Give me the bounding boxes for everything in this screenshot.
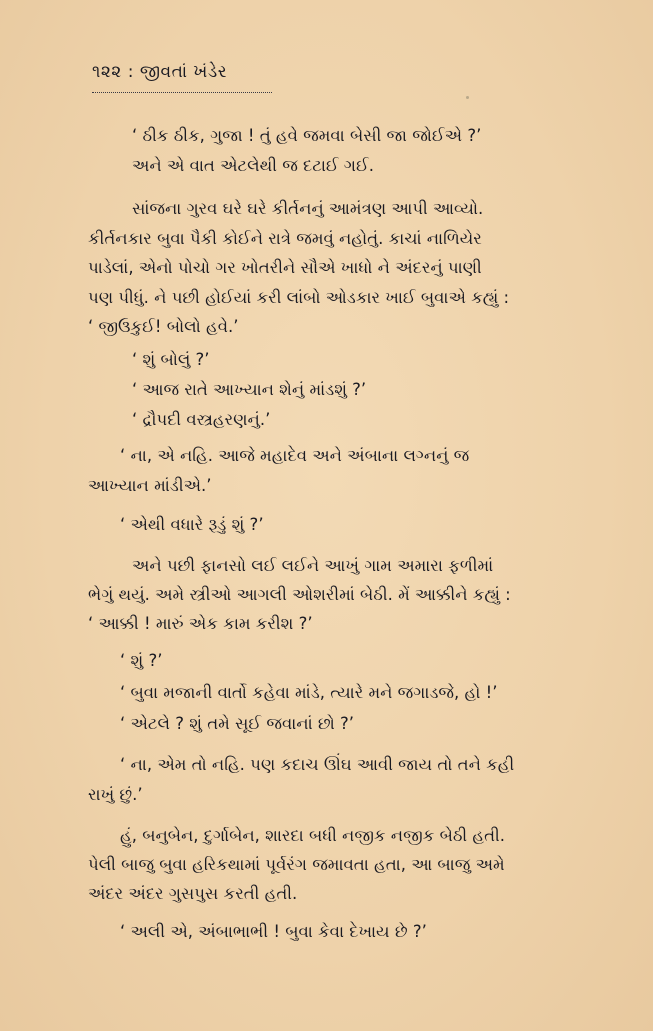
text-line: આખ્યાન માંડીએ.’	[88, 476, 212, 495]
text-line: ‘ દ્રૌપદી વસ્ત્રહરણનું.’	[132, 410, 271, 429]
text-line: કીર્તનકાર બુવા પૈકી કોઈને રાત્રે જમવું નહોતું. કાચાં નાળિયેર	[88, 229, 482, 248]
text-line: ‘ જીઉકુઈ! બોલો હવે.’	[88, 317, 239, 336]
text-line: અને પછી ફાનસો લઈ લઈને આખું ગામ અમારા ફળીમાં	[132, 556, 494, 575]
running-header	[92, 62, 227, 82]
text-line: ‘ શું ?’	[120, 651, 163, 670]
text-line: ‘ બુવા મજાની વાર્તો કહેવા માંડે, ત્યારે મને જગાડજે, હો !’	[120, 683, 498, 702]
book-title: જીવતાં ખંડેર	[139, 62, 228, 82]
text-line: સાંજના ગુરવ ઘરે ઘરે કીર્તનનું આમંત્રણ આપી આવ્યો.	[132, 199, 484, 218]
text-line: પેલી બાજુ બુવા હરિકથામાં પૂર્વરંગ જમાવતા હતા, આ બાજુ અમે	[88, 855, 505, 874]
text-line: ‘ આક્કી ! મારું એક કામ કરીશ ?’	[88, 614, 313, 633]
text-line: ‘ ના, એમ તો નહિ. પણ કદાચ ઊંઘ આવી જાય તો તને કહી	[120, 755, 515, 774]
text-line: અને એ વાત એટલેથી જ દટાઈ ગઈ.	[132, 156, 374, 175]
header-separator: :	[127, 62, 134, 82]
header-underline	[92, 92, 272, 93]
text-line: ભેગું થયું. અમે સ્ત્રીઓ આગલી ઓશરીમાં બેઠી. મેં આક્કીને કહ્યું :	[88, 585, 511, 604]
text-line: પાડેલાં, એનો પોચો ગર ખોતરીને સૌએ ખાધો ને અંદરનું પાણી	[88, 258, 482, 277]
text-line: રાખું છું.’	[88, 785, 143, 804]
text-line: અંદર અંદર ગુસપુસ કરતી હતી.	[88, 884, 298, 903]
text-line: ‘ એટલે ? શું તમે સૂઈ જવાનાં છો ?’	[120, 714, 355, 733]
text-line: હું, બનુબેન, દુર્ગાબેન, શારદા બધી નજીક નજીક બેઠી હતી.	[120, 826, 506, 845]
text-line: ‘ આજ રાતે આખ્યાન શેનું માંડશું ?’	[132, 380, 367, 399]
text-line: ‘ એથી વધારે રૂડું શું ?’	[120, 515, 264, 534]
text-line: ‘ શું બોલું ?’	[132, 350, 210, 369]
text-line: પણ પીધું. ને પછી હોઈયાં કરી લાંબો ઓડકાર ખાઈ બુવાએ કહ્યું :	[88, 288, 510, 307]
text-line: ‘ ના, એ નહિ. આજે મહાદેવ અને અંબાના લગ્નનું જ	[120, 446, 470, 465]
page-number: ૧૨૨	[92, 62, 122, 82]
paper-speck	[466, 96, 469, 99]
text-line: ‘ અલી એ, અંબાભાભી ! બુવા કેવા દેખાય છે ?’	[120, 922, 427, 941]
text-line: ‘ ઠીક ઠીક, ગુજા ! તું હવે જમવા બેસી જા જોઈએ ?’	[132, 126, 482, 145]
